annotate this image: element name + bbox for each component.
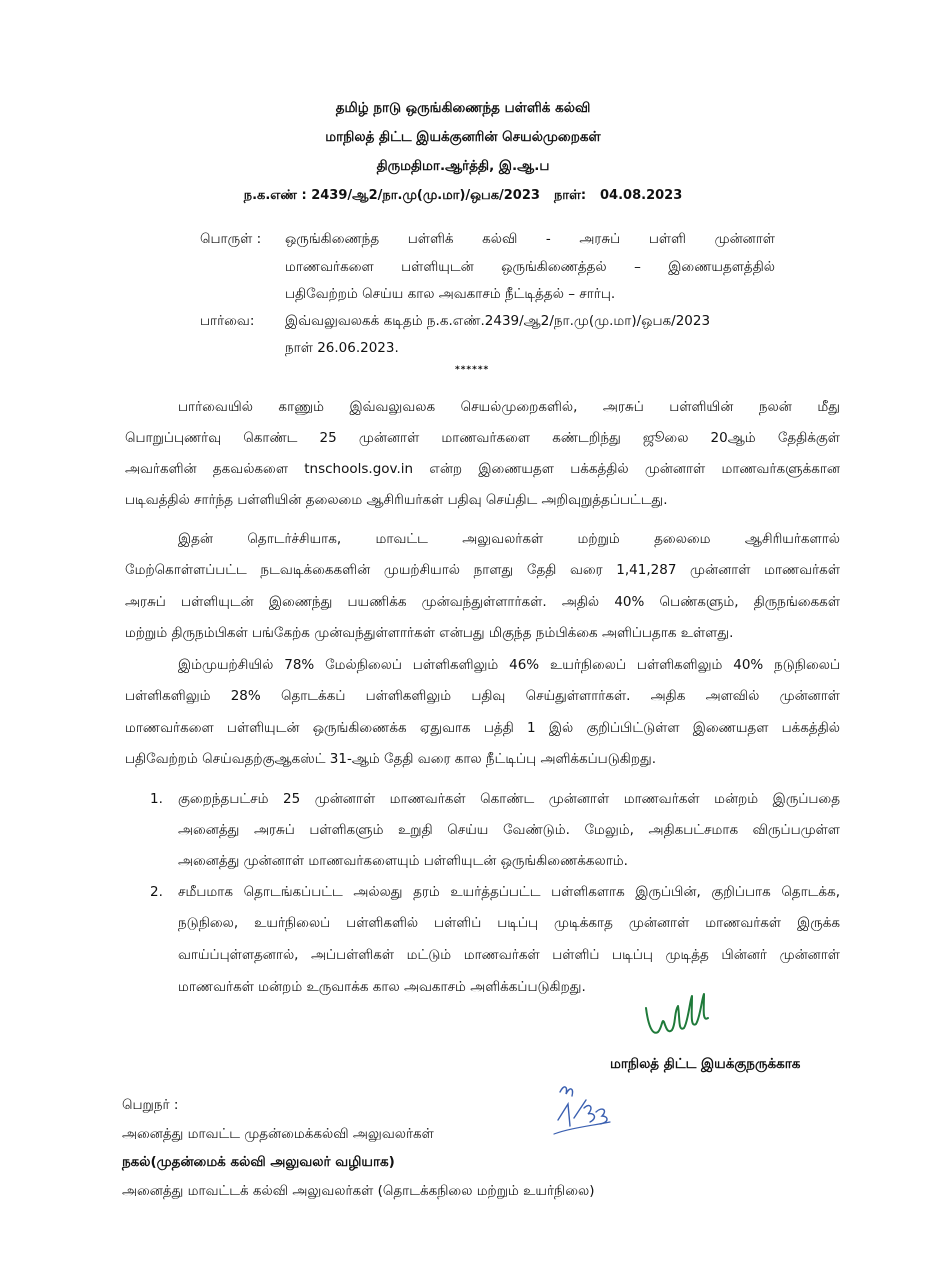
list-item-line: வாய்ப்புள்ளதனால், அப்பள்ளிகள் மட்டும் மாணவர்கள் பள்ளிப் படிப்பு முடித்த பின்னர் முன்னாள் bbox=[178, 947, 840, 963]
list-item-line: மாணவர்கள் மன்றம் உருவாக்க கால அவகாசம் அளிக்கப்படுகிறது. bbox=[178, 979, 586, 995]
date-value: 04.08.2023 bbox=[600, 188, 683, 203]
paragraph-line: மற்றும் திருநம்பிகள் பங்கேற்க முன்வந்துள்ளார்கள் என்பது மிகுந்த நம்பிக்கை அளிப்பதாக உள்ளது. bbox=[125, 625, 734, 641]
officer-name: திருமதிமா.ஆர்த்தி, இ.ஆ.ப bbox=[376, 158, 550, 174]
paragraph-line: பதிவேற்றம் செய்வதற்குஆகஸ்ட் 31-ஆம் தேதி வரை கால நீட்டிப்பு அளிக்கப்படுகிறது. bbox=[125, 751, 657, 767]
paragraph-line: பார்வையில் காணும் இவ்வலுவலக செயல்முறைகளில், அரசுப் பள்ளியின் நலன் மீது bbox=[178, 399, 840, 415]
list-item-line: அனைத்து முன்னாள் மாணவர்களையும் பள்ளியுடன் ஒருங்கிணைக்கலாம். bbox=[178, 853, 628, 869]
list-item-number: 2. bbox=[150, 884, 163, 900]
handwritten-signature bbox=[640, 988, 720, 1044]
office-title: தமிழ் நாடு ஒருங்கிணைந்த பள்ளிக் கல்வி bbox=[335, 100, 591, 116]
subject-line: மாணவர்களை பள்ளியுடன் ஒருங்கிணைத்தல் – இணையதளத்தில் bbox=[285, 259, 775, 275]
paragraph-line: மாணவர்களை பள்ளியுடன் ஒருங்கிணைக்க ஏதுவாக பத்தி 1 இல் குறிப்பிட்டுள்ள இணையதள பக்கத்தில் bbox=[125, 720, 840, 736]
recipients-label: பெறுநர் : bbox=[122, 1097, 179, 1113]
list-item-line: நடுநிலை, உயர்நிலைப் பள்ளிகளில் பள்ளிப் படிப்பு முடிக்காத முன்னாள் மாணவர்கள் இருக்க bbox=[178, 915, 840, 931]
paragraph-line: மேற்கொள்ளப்பட்ட நடவடிக்கைகளின் முயற்சியால் நாளது தேதி வரை 1,41,287 முன்னாள் மாணவர்கள் bbox=[125, 562, 840, 578]
handwritten-initials bbox=[550, 1078, 616, 1140]
list-item-line: சமீபமாக தொடங்கப்பட்ட அல்லது தரம் உயர்த்தப்பட்ட பள்ளிகளாக இருப்பின், குறிப்பாக தொடக்க, bbox=[178, 884, 840, 900]
date-label: நாள்: bbox=[553, 188, 587, 203]
reference-number: ந.க.எண் : 2439/ஆ2/நா.மு(மு.மா)/ஒபக/2023 bbox=[243, 188, 540, 203]
paragraph-line: அரசுப் பள்ளியுடன் இணைந்து பயணிக்க முன்வந்துள்ளார்கள். அதில் 40% பெண்களும், திருநங்கைகள் bbox=[125, 594, 840, 610]
subject-line: ஒருங்கிணைந்த பள்ளிக் கல்வி - அரசுப் பள்ளி முன்னாள் bbox=[285, 231, 775, 247]
recipient-line: அனைத்து மாவட்ட முதன்மைக்கல்வி அலுவலர்கள் bbox=[122, 1126, 434, 1142]
subject-line: பதிவேற்றம் செய்ய கால அவகாசம் நீட்டித்தல் – சார்பு. bbox=[285, 286, 616, 302]
paragraph-line: பள்ளிகளிலும் 28% தொடக்கப் பள்ளிகளிலும் பதிவு செய்துள்ளார்கள். அதிக அளவில் முன்னாள் bbox=[125, 688, 840, 704]
reference-line: இவ்வலுவலகக் கடிதம் ந.க.எண்.2439/ஆ2/நா.மு(மு.மா)/ஒபக/2023 bbox=[285, 313, 711, 329]
list-item-line: அனைத்து அரசுப் பள்ளிகளும் உறுதி செய்ய வேண்டும். மேலும், அதிகபட்சமாக விருப்பமுள்ள bbox=[178, 822, 840, 838]
copy-label: நகல்(முதன்மைக் கல்வி அலுவலர் வழியாக) bbox=[122, 1154, 395, 1170]
list-item-number: 1. bbox=[150, 791, 163, 807]
recipient-line: அனைத்து மாவட்டக் கல்வி அலுவலர்கள் (தொடக்கநிலை மற்றும் உயர்நிலை) bbox=[122, 1183, 595, 1199]
subject-label: பொருள் : bbox=[200, 231, 262, 247]
reference-line: நாள் 26.06.2023. bbox=[285, 340, 399, 356]
paragraph-line: இம்முயற்சியில் 78% மேல்நிலைப் பள்ளிகளிலும் 46% உயர்நிலைப் பள்ளிகளிலும் 40% நடுநிலைப் bbox=[178, 657, 840, 673]
paragraph-line: அவர்களின் தகவல்களை tnschools.gov.in என்ற இணையதள பக்கத்தில் முன்னாள் மாணவர்களுக்கான bbox=[125, 461, 840, 477]
reference-label: பார்வை: bbox=[200, 313, 255, 329]
proceedings-title: மாநிலத் திட்ட இயக்குனரின் செயல்முறைகள் bbox=[325, 129, 601, 145]
paragraph-line: படிவத்தில் சார்ந்த பள்ளியின் தலைமை ஆசிரியர்கள் பதிவு செய்திட அறிவுறுத்தப்பட்டது. bbox=[125, 492, 668, 508]
list-item-line: குறைந்தபட்சம் 25 முன்னாள் மாணவர்கள் கொண்ட முன்னாள் மாணவர்கள் மன்றம் இருப்பதை bbox=[178, 791, 840, 807]
separator: ****** bbox=[455, 365, 490, 375]
signature-designation: மாநிலத் திட்ட இயக்குநருக்காக bbox=[610, 1056, 801, 1072]
paragraph-line: பொறுப்புணர்வு கொண்ட 25 முன்னாள் மாணவர்களை கண்டறிந்து ஜூலை 20ஆம் தேதிக்குள் bbox=[125, 430, 840, 446]
reference-number-line bbox=[0, 188, 926, 204]
paragraph-line: இதன் தொடர்ச்சியாக, மாவட்ட அலுவலர்கள் மற்றும் தலைமை ஆசிரியர்களால் bbox=[178, 531, 840, 547]
